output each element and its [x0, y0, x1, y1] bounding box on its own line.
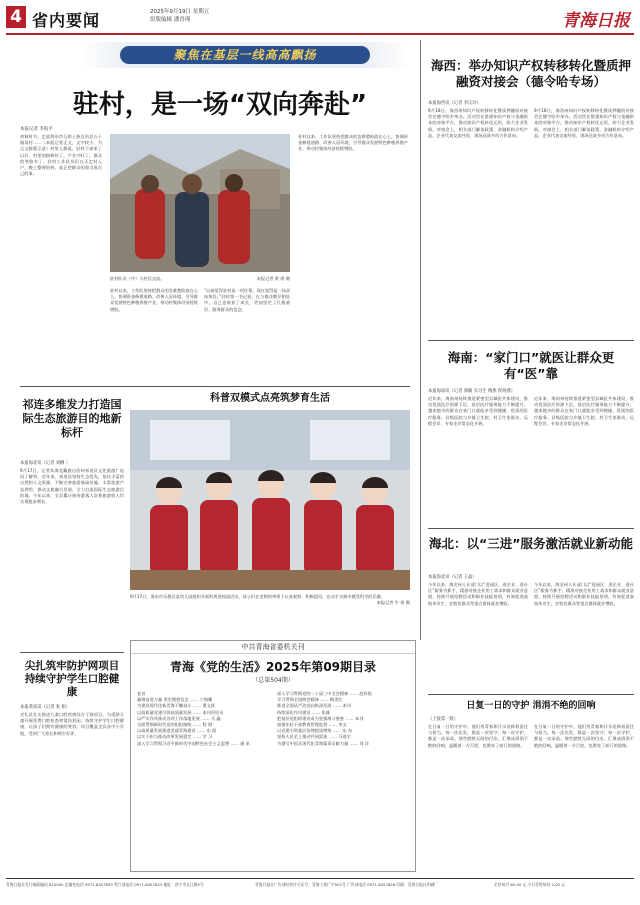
- toc-title: 青海《党的生活》2025年第09期目录: [169, 660, 377, 674]
- toc-item: 持续深化作风建设 …… 张雄: [277, 709, 330, 715]
- toc-item: 以党建引领基层治理提质增效 …… 东 东: [277, 728, 353, 734]
- toc-item: 以高质量党建引领高质量发展 …… 本刊评论员: [137, 709, 224, 715]
- toc-item: 卷首: [137, 691, 146, 696]
- toc-item: 以实干担当推动改革发展稳定 …… 学 习: [137, 734, 213, 740]
- haibei-headline: 海北：以“三进”服务激活就业新动能: [429, 536, 633, 551]
- haixi-body-col1: 9月18日，海西州知识产权转移转化暨质押融资对接会在德令哈市举办。活动旨在搭建知识产权与金融资本的对接平台，推动知识产权转化运用，助力企业发展。对接会上，相关部门解读政策，金融机构介绍产品，企业代表交流经验，现场达成多项合作意向。: [428, 108, 528, 138]
- lead-photo: [110, 134, 290, 272]
- toc-item: 凝聚奋进力量 坚定理想信念 …… 宁海鹰: [137, 697, 213, 703]
- page-number: 4: [6, 6, 26, 28]
- lead-body-col1: 初秋时节，走进海东市互助土族自治县五十镇某村……（本报记者正文，文字较小，为正文排版示意）村里人都说，驻村干部来了以后，村里的路修好了，产业兴旺了，群众的笑脸多了。驻村工作队员们白天走村入户，晚上整理资料，真正把群众的事当成自己的事。: [20, 134, 102, 177]
- toc-item: 以严实作风推动各项工作落地见效 …… 马 鑫: [137, 715, 221, 721]
- photo2-headline: 科普双模式点亮筑梦育生活: [210, 393, 330, 404]
- toc-item: 深入学习贯彻党的二十届三中全会精神 …… 赵祥银: [277, 691, 372, 696]
- lead-body-col3: “以前觉得驻村是一项任务，现在觉得是一场双向奔赴。”驻村第一书记说，在与群众朝夕相处中，自己也收获了成长，更加坚定了扎根基层、服务群众的信念。: [204, 288, 290, 312]
- editor-line: 组版编辑 潘晋瑾: [150, 17, 191, 23]
- section-title: 省内要闻: [32, 11, 101, 30]
- haixi-body-col2: 9月18日，海西州知识产权转移转化暨质押融资对接会在德令哈市举办。活动旨在搭建知识产权与金融资本的对接平台，推动知识产权转化运用，助力企业发展。对接会上，相关部门解读政策，金融机构介绍产品，企业代表交流经验，现场达成多项合作意向。: [534, 108, 634, 138]
- footer: [6, 882, 634, 888]
- qilian-headline: 祁连多维发力打造国际生态旅游目的地新标杆: [22, 398, 122, 439]
- lead-photo-caption: [110, 276, 290, 282]
- jianzha-headline: 尖扎筑牢防护网项目持续守护学生口腔健康: [24, 660, 120, 698]
- toc-item: 加强年轻干部教育管理监督 …… 李文: [277, 722, 347, 728]
- column-divider: [420, 40, 421, 640]
- qilian-body: 9月17日，记者从海北藏族自治州祁连县文化旅游广电局了解到，近年来，祁连县坚持生态优先，依托丰富的自然和人文资源，不断完善旅游基础设施，丰富旅游产品供给，推动文旅融合发展，全力打造国际生态旅游目的地。今年以来，全县累计接待游客人次和旅游收入均实现稳步增长。: [20, 468, 124, 505]
- jianzha-byline: 本报黄南讯（记者 张 娟）: [20, 705, 70, 710]
- haibei-body-col1: 今年以来，海北州人社部门以“进园区、进企业、进社区”服务为抓手，精准对接企业用工需求和群众就业意愿，持续开展招聘活动和职业技能培训，有效促进高校毕业生、农牧民群众等重点群体就业增收。: [428, 582, 528, 606]
- photo2-caption-text: 9月17日，海东市乐都区某幼儿园组织开展科普进校园活动，孩子们在老师的带领下认真观察、积极提问，在动手实践中感受科学的乐趣。: [130, 594, 386, 599]
- lead-byline: 本报记者 李皖平: [20, 127, 53, 132]
- haibei-byline: 本报海北讯（记者 王晶）: [428, 575, 477, 580]
- qilian-byline: 本报海北讯（记者 刘樽 ）: [20, 461, 70, 466]
- rule: [20, 386, 410, 387]
- essay-headline: 日复一日的守护 涓涓不绝的回响: [466, 701, 596, 711]
- photo2-caption: [130, 594, 410, 634]
- lead-photo-caption-text: 驻村队员（中）与村民交流。: [110, 276, 165, 281]
- rule: [428, 528, 634, 529]
- classroom-photo: [130, 410, 410, 590]
- toc-item: 为谱写中国式现代化青海篇章贡献力量 …… 刘 洋: [277, 740, 369, 746]
- toc-item: 深入学习贯彻习近平新时代中国特色社会主义思想 …… 通 讯: [137, 740, 250, 746]
- lead-headline: 驻村，是一场“双向奔赴”: [72, 90, 368, 120]
- haixi-byline: 本报海西讯（记者 李庆玲）: [428, 101, 481, 106]
- toc-item: 为建设现代化新青海不懈奋斗 …… 曹文跃: [137, 703, 216, 709]
- toc-item: 坚持人民至上推动共同富裕 …… 马进学: [277, 734, 351, 740]
- footer-left: 青海日报社发行邮政编码 810000 总编室电话 0971-8457850 发行部电话 0971-8457843 地址：西宁市长江路5号: [6, 882, 204, 887]
- toc-list-right: [277, 691, 411, 747]
- jianzha-body: 尖扎县扎实推进儿童口腔疾病综合干预项目，为适龄儿童开展免费口腔检查和窝沟封闭，持续守护学生口腔健康，让孩子们拥有健康的笑容。项目覆盖全县各中小学校，受到广大家长和师生好评。: [20, 712, 124, 736]
- rule: [20, 652, 124, 653]
- haibei-body-col2: 今年以来，海北州人社部门以“进园区、进企业、进社区”服务为抓手，精准对接企业用工需求和群众就业意愿，持续开展招聘活动和职业技能培训，有效促进高校毕业生、农牧民群众等重点群体就业增收。: [534, 582, 634, 606]
- hainan-byline: 本报海南讯（记者 郭颖 实习生 梅燕 侯海燕）: [428, 389, 516, 394]
- essay-body-col2: 在日复一日的守护中，他们用青春和汗水诠释着责任与担当。每一次出发，都是一次坚守；每一次守护，都是一次承诺。那些默默无闻的付出，汇聚成涓涓不绝的回响，温暖着一方百姓，也照亮了前行的道路。: [534, 724, 634, 748]
- banner-label: 聚焦在基层一线高高飘扬: [173, 48, 317, 62]
- toc-item: 把基层党组织建设成为坚强战斗堡垒 …… 本刊: [277, 715, 364, 721]
- toc-item: 学习贯彻全国两会精神 …… 梅美红: [277, 697, 343, 703]
- haixi-headline: 海西：举办知识产权转移转化暨质押融资对接会（德令哈专场）: [430, 58, 631, 89]
- lead-body-col2: 驻村以来，工作队坚持把群众的急难愁盼放在心上，协调资金修建道路、改善人居环境，引导群众发展特色种植养殖产业，带动村集体经济持续增收。: [110, 288, 198, 312]
- essay-body-col1: 在日复一日的守护中，他们用青春和汗水诠释着责任与担当。每一次出发，都是一次坚守；每一次守护，都是一次承诺。那些默默无闻的付出，汇聚成涓涓不绝的回响，温暖着一方百姓，也照亮了前行的道路。: [428, 724, 528, 748]
- footer-mid: 青海日报社广告部经营许可证号：青海工商广字001号 广告部电话 0971-8457828 印刷：青海日报社印刷厂: [255, 882, 439, 887]
- newspaper-logo: 青海日报: [562, 11, 630, 31]
- hainan-headline: 海南：“家门口”就医让群众更有“医”靠: [447, 350, 615, 381]
- footer-right: 定价每月 60.00 元 今日零售每份 2.00 元: [494, 882, 565, 887]
- toc-publisher: 中共青海省委机关刊: [131, 641, 415, 654]
- header-rule: [6, 33, 634, 35]
- footer-rule: [6, 878, 634, 879]
- toc-item: 以高质量发展推进美丽青海建设 …… 东 阳: [137, 728, 217, 734]
- banner-strip: [80, 42, 410, 68]
- lead-photo-credit: 本报记者 黄 瑶 摄: [256, 276, 290, 281]
- photo2-credit: 本报记者 牛 瑶 摄: [376, 600, 410, 605]
- toc-box: [130, 640, 416, 872]
- toc-item: 推进全面从严治党向纵深发展 …… 本刊: [277, 703, 351, 709]
- toc-list-left: [137, 691, 271, 747]
- toc-item: 全面贯彻新时代党的组织路线 …… 程 钢: [137, 722, 213, 728]
- rule: [428, 694, 634, 695]
- rule: [428, 340, 634, 341]
- hainan-body-col1: 近年来，海南州持续推进紧密型县域医共体建设，推动优质医疗资源下沉，基层医疗服务能力不断提升，越来越多的群众在家门口就能享受到便捷、优质的医疗服务。县级医院与乡镇卫生院、村卫生室联动，远程会诊、专家坐诊常态化开展。: [428, 396, 528, 426]
- essay-byline: （上接第一版）: [428, 717, 459, 722]
- toc-issue: （总第504期）: [252, 677, 294, 684]
- hainan-body-col2: 近年来，海南州持续推进紧密型县域医共体建设，推动优质医疗资源下沉，基层医疗服务能力不断提升，越来越多的群众在家门口就能享受到便捷、优质的医疗服务。县级医院与乡镇卫生院、村卫生室联动，远程会诊、专家坐诊常态化开展。: [534, 396, 634, 426]
- lead-body-col4: 驻村以来，工作队坚持把群众的急难愁盼放在心上，协调资金修建道路、改善人居环境，引导群众发展特色种植养殖产业，带动村集体经济持续增收。: [298, 134, 408, 152]
- issue-date: 2025年9月19日 星期五: [150, 9, 210, 15]
